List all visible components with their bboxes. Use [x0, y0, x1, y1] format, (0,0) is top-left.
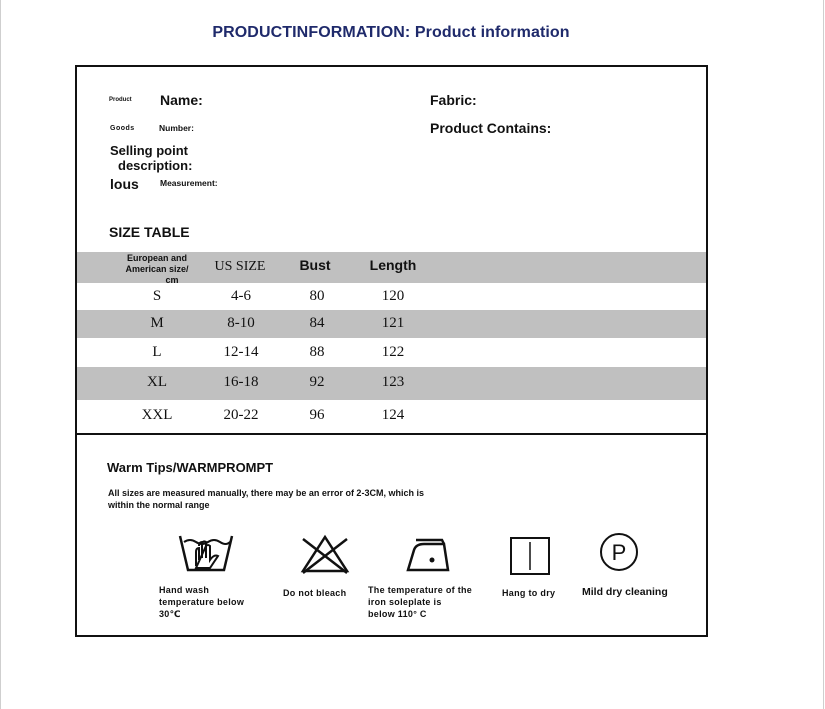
- hand-wash-line1: Hand wash: [159, 585, 210, 595]
- bust-cell: 80: [309, 288, 325, 304]
- length-cell: 120: [381, 288, 405, 304]
- size-table-title: SIZE TABLE: [109, 224, 190, 240]
- dry-clean-icon: [598, 531, 640, 573]
- size-table-header-row: [77, 252, 706, 283]
- svg-text:P: P: [611, 540, 627, 565]
- size-cell: M: [150, 315, 164, 331]
- product-contains-label: Product Contains:: [430, 120, 552, 136]
- table-row: [77, 283, 706, 310]
- warm-tips-title: Warm Tips/WARMPROMPT: [107, 460, 274, 475]
- bust-cell: 88: [309, 344, 325, 360]
- page-title: PRODUCTINFORMATION: Product information: [212, 24, 570, 41]
- bust-header: Bust: [299, 257, 331, 273]
- length-cell: 124: [381, 407, 405, 423]
- size-cell: XL: [147, 374, 167, 390]
- number-label: Number:: [159, 123, 194, 133]
- hand-wash-label: [159, 584, 244, 620]
- bust-cell: 84: [309, 315, 325, 331]
- selling-point-line1: Selling point: [110, 143, 188, 158]
- region-header-line2: American size/: [125, 264, 189, 274]
- lous-label: lous: [110, 176, 139, 192]
- us-size-header: US SIZE: [214, 259, 266, 274]
- region-header-line3: cm: [165, 275, 179, 285]
- size-cell: L: [152, 344, 162, 360]
- measure-note-line1: All sizes are measured manually, there may be an error of 2-3CM, which is: [108, 488, 424, 498]
- selling-point-line2: description:: [118, 158, 193, 173]
- length-cell: 121: [381, 315, 405, 331]
- hand-wash-line2: temperature below: [159, 597, 245, 607]
- size-cell: XXL: [141, 407, 173, 423]
- iron-label: [368, 584, 472, 620]
- us-size-cell: 20-22: [223, 407, 259, 423]
- us-size-cell: 8-10: [227, 315, 255, 331]
- product-small-label: Product: [109, 97, 132, 103]
- product-info-card: [75, 65, 708, 637]
- page-border-left: [0, 0, 1, 709]
- length-cell: 123: [381, 374, 405, 390]
- table-row: [77, 367, 706, 400]
- hand-wash-icon: [178, 532, 234, 574]
- hang-dry-label: Hang to dry: [502, 588, 556, 598]
- size-cell: S: [152, 288, 162, 304]
- measurement-label: Measurement:: [160, 178, 218, 188]
- dry-clean-label: Mild dry cleaning: [582, 586, 668, 598]
- us-size-cell: 12-14: [223, 344, 259, 360]
- hand-wash-line3: 30℃: [159, 609, 181, 619]
- goods-small-label: Goods: [110, 125, 135, 132]
- bust-cell: 96: [309, 407, 325, 423]
- us-size-cell: 16-18: [223, 374, 259, 390]
- page-border-right: [823, 0, 824, 709]
- iron-line3: below 110° C: [368, 609, 427, 619]
- iron-line2: iron soleplate is: [368, 597, 442, 607]
- table-row: [77, 338, 706, 367]
- fabric-label: Fabric:: [430, 92, 477, 108]
- do-not-bleach-label: Do not bleach: [283, 588, 347, 598]
- measure-note-line2: within the normal range: [108, 500, 210, 510]
- us-size-cell: 4-6: [231, 288, 251, 304]
- hang-dry-icon: [509, 536, 551, 576]
- length-header: Length: [369, 257, 417, 273]
- region-header-line1: European and: [126, 253, 187, 263]
- table-row: [77, 400, 706, 433]
- section-divider: [77, 433, 706, 435]
- iron-line1: The temperature of the: [368, 585, 473, 595]
- table-row: [77, 310, 706, 338]
- do-not-bleach-icon: [299, 533, 351, 575]
- length-cell: 122: [381, 344, 405, 360]
- iron-icon: [404, 534, 452, 574]
- region-size-header: [125, 253, 188, 286]
- name-label: Name:: [160, 92, 203, 108]
- bust-cell: 92: [309, 374, 325, 390]
